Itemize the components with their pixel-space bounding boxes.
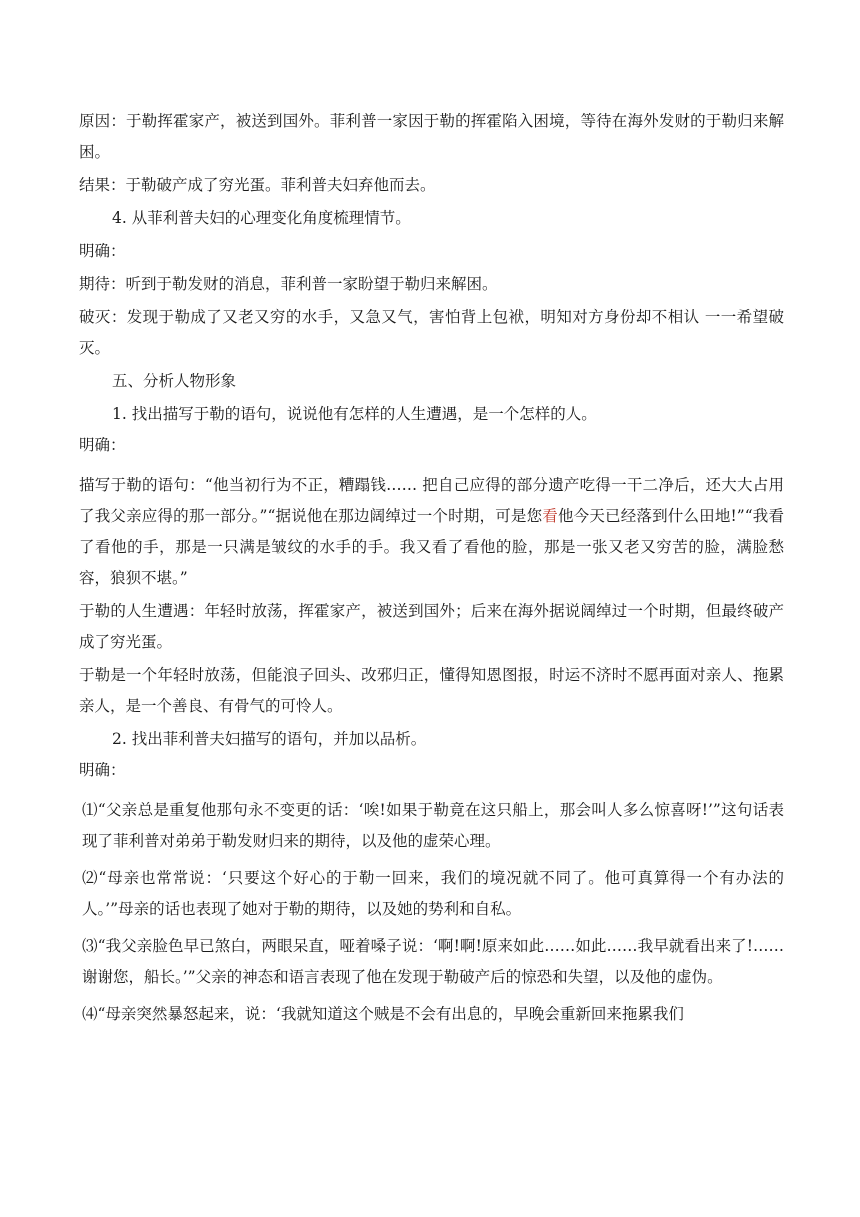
quote-text-part-2: 他今天已经落到什么田地!”“我看了看他的手，那是一只满是皱纹的水手的手。我又看了看他的脸，那是一张又老又穷苦的脸，满脸愁容，狼狈不堪。” (79, 507, 784, 587)
question-1: 1. 找出描写于勒的语句，说说他有怎样的人生遭遇，是一个怎样的人。 (112, 405, 597, 423)
question-4: 4. 从菲利普夫妇的心理变化角度梳理情节。 (112, 209, 411, 227)
answer-label: 明确： (79, 761, 126, 779)
document-body (79, 106, 784, 1030)
quote-text-part-1: 描写于勒的语句：“他当初行为不正，糟蹋钱…… 把自己应得的部分遗产吃得一干二净后，还大大占用了我父亲应得的那一部分。”“据说他在那边阔绰过一个时期，可是您 (79, 476, 784, 525)
paragraph-expectation: 期待：听到于勒发财的消息，菲利普一家盼望于勒归来解困。 (79, 275, 498, 293)
paragraph-disillusion: 破灭：发现于勒成了又老又穷的水手，又急又气，害怕背上包袱，明知对方身份却不相认 一一希望破灭。 (79, 308, 784, 357)
section-heading-character-analysis: 五、分析人物形象 (112, 372, 237, 390)
analysis-item-4: ⑷“母亲突然暴怒起来，说：‘我就知道这个贼是不会有出息的，早晚会重新回来拖累我们 (82, 1005, 684, 1023)
paragraph-jules-life: 于勒的人生遭遇：年轻时放荡，挥霍家产，被送到国外；后来在海外据说阔绰过一个时期，但最终破产成了穷光蛋。 (79, 602, 784, 651)
paragraph-jules-quotes (79, 470, 784, 594)
paragraph-jules-character: 于勒是一个年轻时放荡，但能浪子回头、改邪归正，懂得知恩图报，时运不济时不愿再面对亲人、拖累亲人，是一个善良、有骨气的可怜人。 (79, 666, 784, 715)
question-2: 2. 找出菲利普夫妇描写的语句，并加以品析。 (112, 730, 427, 748)
paragraph-cause: 原因：于勒挥霍家产，被送到国外。菲利普一家因于勒的挥霍陷入困境，等待在海外发财的于勒归来解困。 (79, 112, 784, 161)
analysis-item-1: ⑴“父亲总是重复他那句永不变更的话：‘唉!如果于勒竟在这只船上，那会叫人多么惊喜呀!’”这句话表现了菲利普对弟弟于勒发财归来的期待，以及他的虚荣心理。 (82, 801, 784, 850)
analysis-item-2: ⑵“母亲也常常说：‘只要这个好心的于勒一回来，我们的境况就不同了。他可真算得一个有办法的人。’”母亲的话也表现了她对于勒的期待，以及她的势利和自私。 (82, 869, 784, 918)
paragraph-result: 结果：于勒破产成了穷光蛋。菲利普夫妇弃他而去。 (79, 176, 436, 194)
analysis-item-3: ⑶“我父亲脸色早已煞白，两眼呆直，哑着嗓子说：‘啊!啊!原来如此……如此……我早就看出来了!……谢谢您，船长。’”父亲的神态和语言表现了他在发现于勒破产后的惊恐和失望，以及他的虚伪。 (82, 937, 784, 986)
highlighted-character: 看 (542, 507, 558, 525)
answer-label: 明确： (79, 436, 126, 454)
answer-label: 明确： (79, 242, 126, 260)
